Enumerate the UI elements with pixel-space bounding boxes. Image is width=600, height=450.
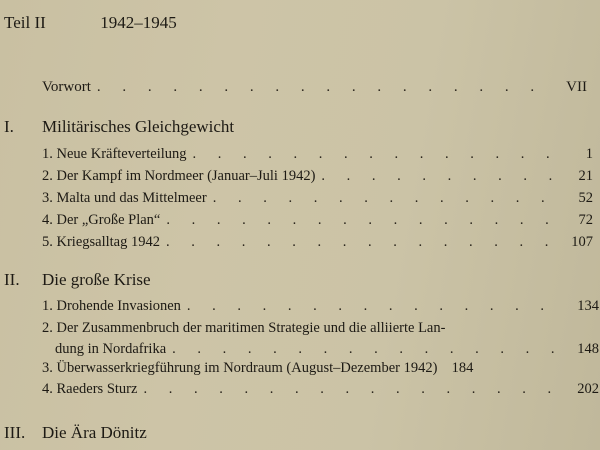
leader-dots <box>213 190 559 207</box>
preface-page: VII <box>566 79 587 95</box>
leader-dots <box>187 298 565 315</box>
entry-label: 2. Der Kampf im Nordmeer (Januar–Juli 1942) <box>42 168 316 184</box>
toc-row[interactable] <box>42 168 593 185</box>
toc-row[interactable] <box>42 234 593 251</box>
entry-page: 202 <box>577 381 599 397</box>
toc-row-preface[interactable] <box>42 79 587 96</box>
toc-row[interactable] <box>42 146 593 163</box>
leader-dots <box>143 381 565 398</box>
section-numeral: III. <box>4 423 26 442</box>
entry-page: 21 <box>578 168 593 184</box>
entry-page: 52 <box>578 190 593 206</box>
leader-dots <box>193 146 559 163</box>
part-label: Teil II <box>4 13 46 32</box>
part-years: 1942–1945 <box>100 13 177 32</box>
entry-label: 4. Raeders Sturz <box>42 381 138 397</box>
entry-label: 3. Überwasserkriegführung im Nordraum (August–Dezember 1942) <box>42 360 438 376</box>
entry-page: 1 <box>585 146 593 162</box>
entry-label-continuation: dung in Nordafrika <box>55 341 167 357</box>
section-heading <box>4 423 147 443</box>
toc-row[interactable] <box>42 190 593 207</box>
entry-label: 2. Der Zusammenbruch der maritimen Strategie und die alliierte Lan- <box>42 320 446 336</box>
leader-dots <box>172 341 565 358</box>
page-header <box>4 13 177 33</box>
toc-row[interactable] <box>42 212 593 229</box>
section-title: Die Ära Dönitz <box>42 423 147 442</box>
leader-dots <box>166 212 559 229</box>
toc-row[interactable] <box>42 360 599 377</box>
leader-dots <box>166 234 559 251</box>
leader-dots <box>97 79 553 96</box>
entry-page: 107 <box>571 234 593 250</box>
entry-page: 134 <box>577 298 599 314</box>
section-heading <box>4 270 151 290</box>
section-numeral: I. <box>4 117 14 136</box>
entry-label: 4. Der „Große Plan“ <box>42 212 161 228</box>
section-title: Die große Krise <box>42 270 151 289</box>
toc-row[interactable] <box>42 298 599 315</box>
leader-dots <box>321 168 559 185</box>
toc-row[interactable] <box>42 381 599 398</box>
entry-page: 148 <box>577 341 599 357</box>
section-title: Militärisches Gleichgewicht <box>42 117 235 136</box>
entry-label: 5. Kriegsalltag 1942 <box>42 234 160 250</box>
entry-page: 184 <box>451 360 474 376</box>
entry-label: 3. Malta und das Mittelmeer <box>42 190 207 206</box>
toc-row[interactable] <box>55 341 599 358</box>
section-numeral: II. <box>4 270 20 289</box>
section-heading <box>4 117 234 137</box>
entry-label: 1. Drohende Invasionen <box>42 298 181 314</box>
entry-page: 72 <box>578 212 593 228</box>
preface-label: Vorwort <box>42 79 91 95</box>
entry-label: 1. Neue Kräfteverteilung <box>42 146 187 162</box>
